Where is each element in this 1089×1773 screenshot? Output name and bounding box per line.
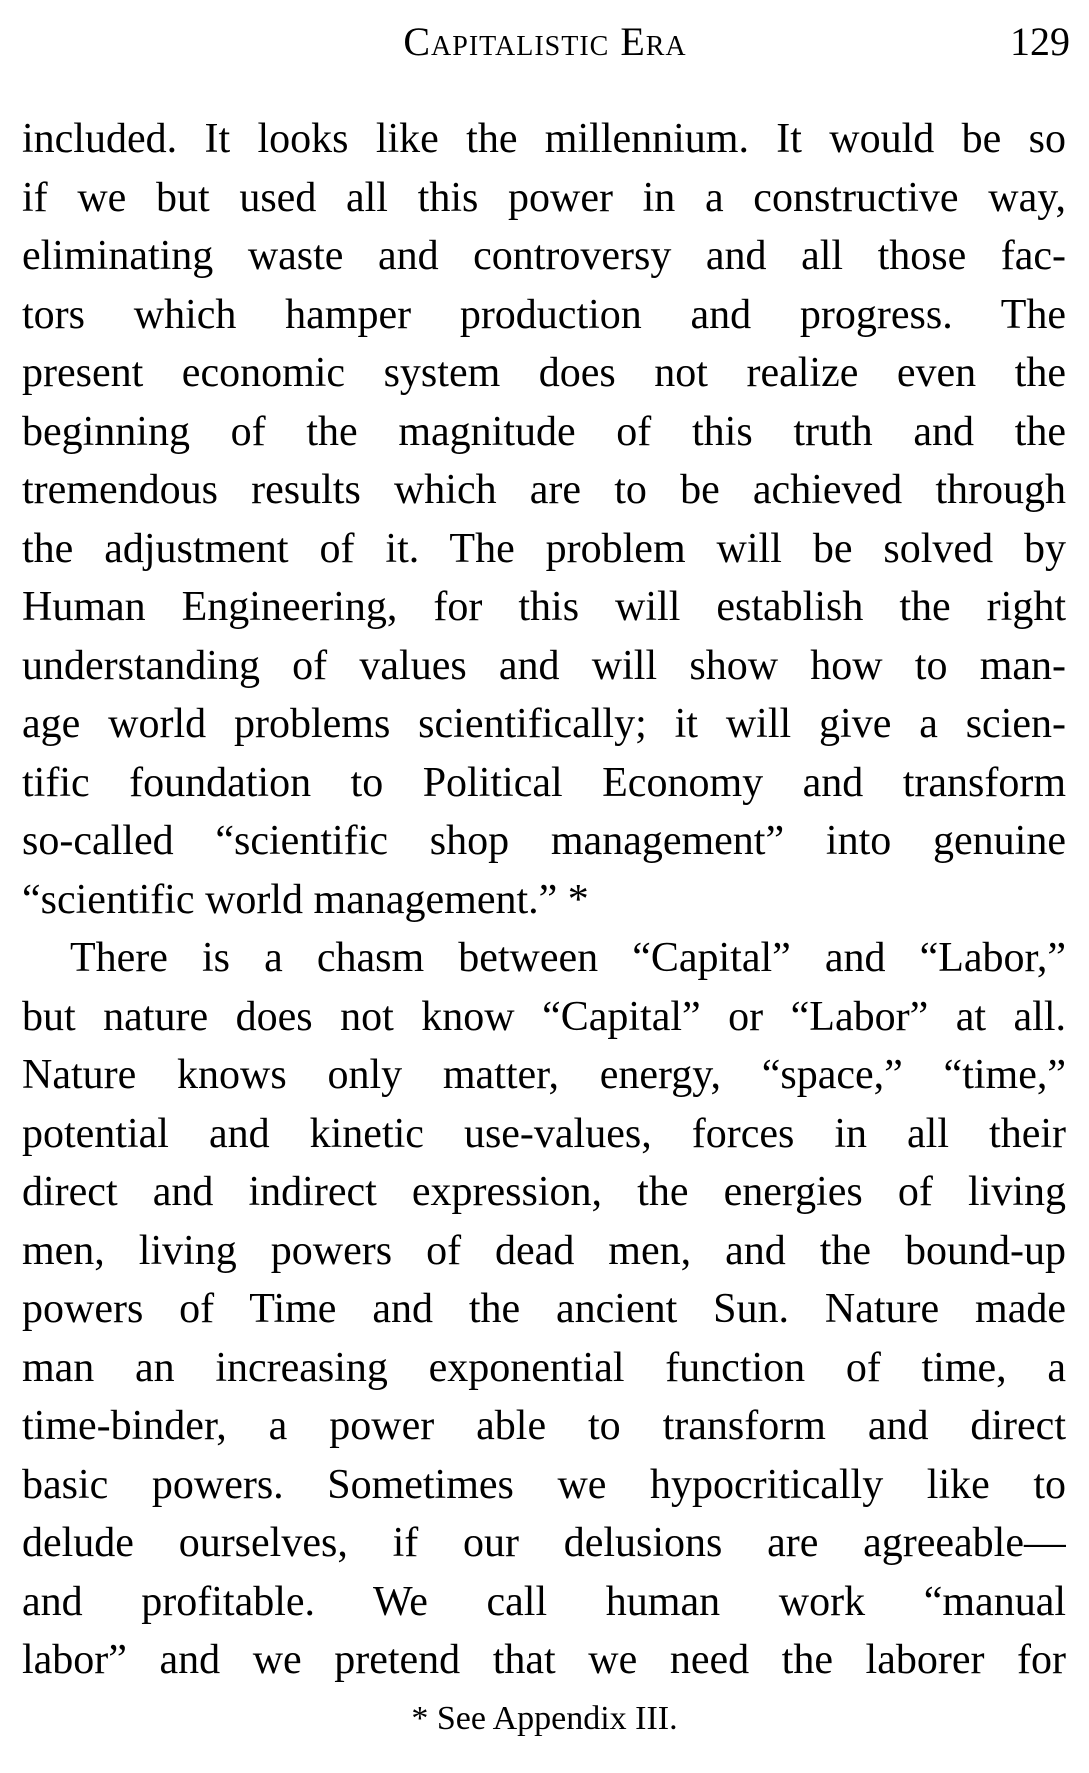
text-line: tors which hamper production and progress. The <box>22 291 1066 338</box>
text-line: labor” and we pretend that we need the laborer for <box>22 1637 1066 1683</box>
text-line: Human Engineering, for this will establish the right <box>22 584 1066 630</box>
text-line: age world problems scientifically; it will give a scien- <box>22 701 1066 747</box>
text-line: There is a chasm between “Capital” and “Labor,” <box>70 935 1066 981</box>
text-line: but nature does not know “Capital” or “Labor” at all. <box>22 993 1066 1040</box>
footnote: * See Appendix III. <box>411 1700 678 1737</box>
running-head: Capitalistic Era <box>403 19 687 64</box>
text-line: the adjustment of it. The problem will be solved by <box>22 525 1066 572</box>
page-number: 129 <box>1010 19 1070 64</box>
text-line: Nature knows only matter, energy, “space,” “time,” <box>22 1052 1066 1098</box>
text-line: understanding of values and will show how to man- <box>22 642 1066 689</box>
text-line: direct and indirect expression, the energies of living <box>22 1169 1066 1215</box>
text-line: “scientific world management.” * <box>22 876 589 923</box>
text-line: basic powers. Sometimes we hypocritically like to <box>22 1461 1066 1508</box>
text-line: if we but used all this power in a constructive way, <box>22 174 1066 221</box>
body-text <box>22 110 1066 1690</box>
text-line: tremendous results which are to be achieved through <box>22 467 1066 513</box>
text-line: man an increasing exponential function of time, a <box>22 1344 1066 1391</box>
text-line: tific foundation to Political Economy and transform <box>22 759 1066 806</box>
page-header <box>20 18 1070 68</box>
text-line: time-binder, a power able to transform and direct <box>22 1403 1066 1449</box>
text-line: and profitable. We call human work “manual <box>22 1578 1066 1625</box>
text-line: so-called “scientific shop management” into genuine <box>22 818 1066 864</box>
text-line: potential and kinetic use-values, forces in all their <box>22 1110 1066 1157</box>
text-line: delude ourselves, if our delusions are agreeable— <box>22 1520 1066 1566</box>
text-line: men, living powers of dead men, and the bound-up <box>22 1227 1066 1274</box>
text-line: included. It looks like the millennium. It would be so <box>22 116 1066 162</box>
text-line: beginning of the magnitude of this truth and the <box>22 408 1066 455</box>
text-line: eliminating waste and controversy and all those fac- <box>22 233 1066 279</box>
text-line: powers of Time and the ancient Sun. Nature made <box>22 1286 1066 1332</box>
text-line: present economic system does not realize even the <box>22 350 1066 396</box>
